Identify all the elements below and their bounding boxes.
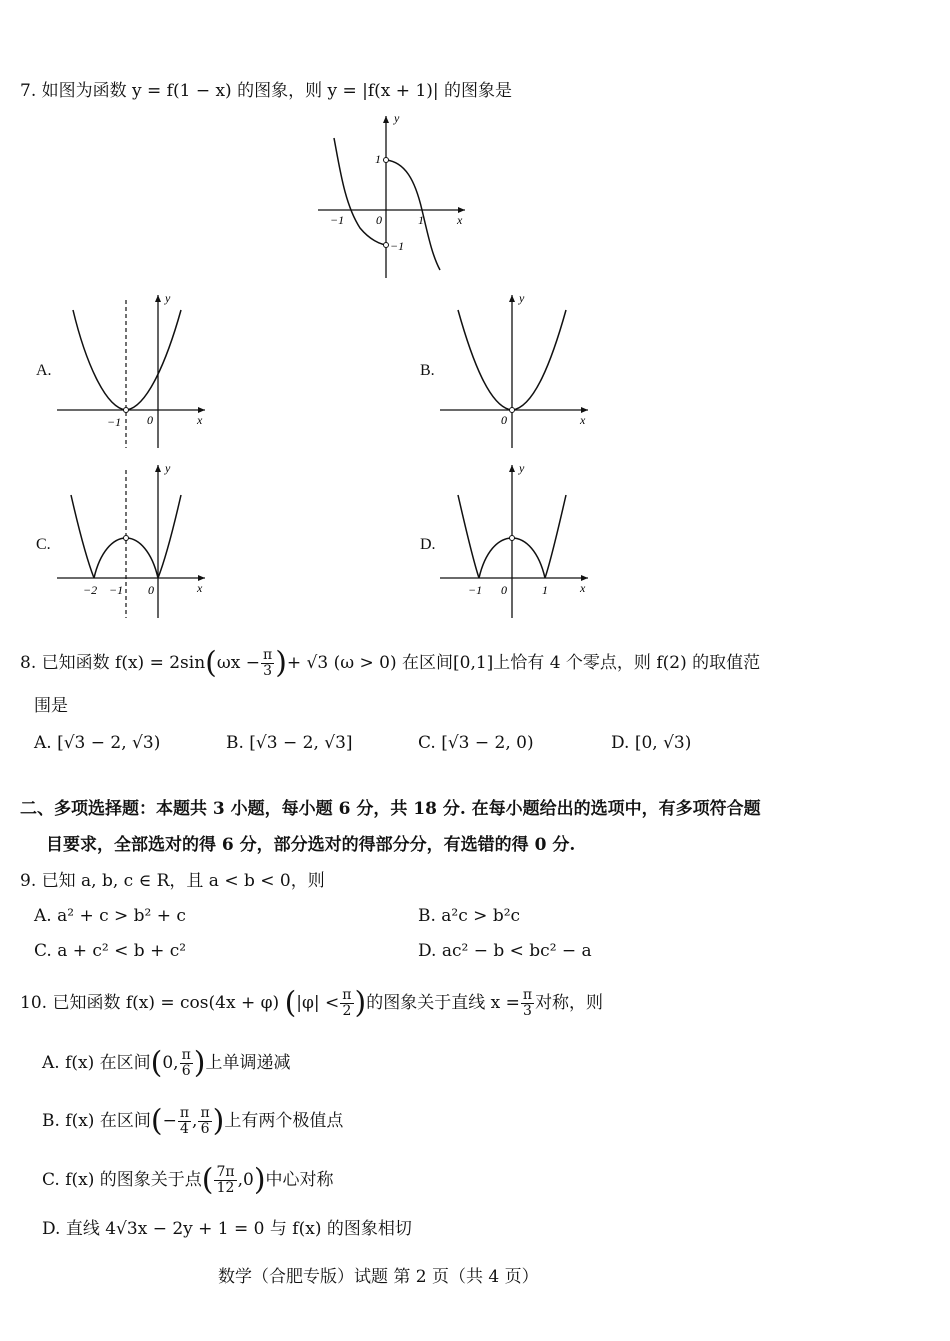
q9-stem: 9. 已知 a, b, c ∈ R，且 a < b < 0，则 [20,871,325,891]
main-neg-one-x: −1 [330,213,345,227]
q9-option-c: C. a + c² < b + c² [34,941,187,961]
q9-option-d: D. ac² − b < bc² − a [418,941,592,961]
main-one-x: 1 [418,213,424,227]
q7-option-c-graph [55,460,215,620]
c-tick-neg1: −1 [109,583,124,597]
svg-text:x: x [580,413,586,427]
q8-option-b: B. [√3 − 2, √3] [226,733,353,753]
q8-stem: 8. 已知函数 f(x) = 2sin(ωx − $\frac{\pi}{3}$ )+ √3 (ω > 0) 在区间[0,1]上恰有 4 个零点，则 f(2) 的取值范 [20,645,761,681]
q8-stem-line2: 围是 [34,696,68,716]
a-tick-neg1: −1 [107,415,122,429]
page-footer: 数学（合肥专版）试题 第 2 页（共 4 页） [218,1267,539,1287]
svg-text:y: y [519,461,525,475]
q7-option-d-graph [438,460,598,620]
q7-option-a-label: A. [36,362,52,379]
q8-option-a: A. [√3 − 2, √3) [34,733,161,753]
q7-option-d-label: D. [420,536,436,553]
q10-option-a: A. f(x) 在区间(0, $\frac{\pi}{6}$ )上单调递减 [42,1045,291,1081]
q7-option-b-label: B. [420,362,435,379]
q7-stem: 7. 如图为函数 y = f(1 − x) 的图象，则 y = |f(x + 1)| 的图象是 [20,81,513,101]
q10-stem: 10. 已知函数 f(x) = cos(4x + φ) (|φ| < $\frac{\pi}{2}$ )的图象关于直线 x = $\frac{\pi}{3}$ 对称，则 [20,985,604,1021]
svg-text:x: x [197,581,203,595]
main-one-y: 1 [375,152,381,166]
main-origin: 0 [376,213,382,227]
section2-line2: 目要求，全部选对的得 6 分，部分选对的得部分分，有选错的得 0 分. [46,835,576,855]
q7-option-c-label: C. [36,536,51,553]
d-tick-neg1: −1 [468,583,483,597]
q7-main-graph [310,110,480,280]
a-tick-0: 0 [147,413,153,427]
svg-text:y: y [165,291,171,305]
q10-option-c: C. f(x) 的图象关于点( $\frac{7\pi}{12}$ ,0)中心对称 [42,1162,334,1198]
q10-option-d: D. 直线 4√3x − 2y + 1 = 0 与 f(x) 的图象相切 [42,1219,412,1239]
c-tick-0: 0 [148,583,154,597]
q8-option-d: D. [0, √3) [611,733,692,753]
q9-option-a: A. a² + c > b² + c [34,906,186,926]
svg-text:x: x [580,581,586,595]
q10-option-b: B. f(x) 在区间(− $\frac{\pi}{4}$ , $\frac{\pi}{6}$ )上有两个极值点 [42,1103,344,1139]
c-tick-neg2: −2 [83,583,98,597]
section2-line1: 二、多项选择题：本题共 3 小题，每小题 6 分，共 18 分. 在每小题给出的选项中，有多项符合题 [20,799,761,819]
b-tick-0: 0 [501,413,507,427]
d-tick-0: 0 [501,583,507,597]
main-y-label: y [394,111,400,125]
q9-option-b: B. a²c > b²c [418,906,521,926]
q8-option-c: C. [√3 − 2, 0) [418,733,534,753]
q7-option-b-graph [438,290,598,450]
d-tick-1: 1 [542,583,548,597]
svg-text:y: y [519,291,525,305]
svg-text:y: y [165,461,171,475]
main-x-label: x [457,213,463,227]
svg-text:x: x [197,413,203,427]
main-neg-one-y: −1 [390,239,405,253]
q7-option-a-graph [55,290,215,450]
